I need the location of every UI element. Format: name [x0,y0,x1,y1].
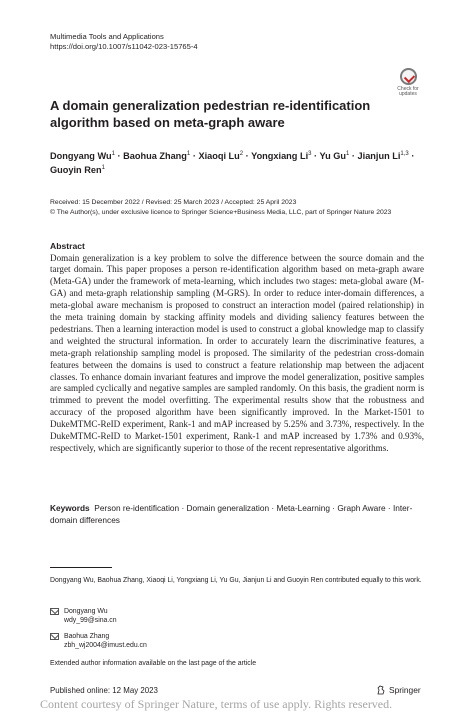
footnote-divider [50,567,112,568]
keywords-section [50,502,424,526]
contact-author [50,632,147,651]
contact-name: Baohua Zhang [64,633,110,640]
published-date: Published online: 12 May 2023 [50,686,158,695]
journal-name: Multimedia Tools and Applications [50,32,164,41]
author-affiliation: 1 [346,151,350,157]
keywords-label: Keywords [50,503,90,513]
check-for-updates-badge[interactable] [392,68,424,100]
author-affiliation: 1 [111,151,115,157]
extended-info-note: Extended author information available on the last page of the article [50,660,257,667]
contact-name: Dongyang Wu [64,608,108,615]
author-affiliation: 1 [186,151,191,157]
contact-author [50,607,117,626]
author-affiliation: 1 [101,165,105,172]
abstract-heading: Abstract [50,241,85,251]
author-name[interactable]: Baohua Zhang [123,151,187,161]
contact-email[interactable]: wdy_99@sina.cn [64,617,117,625]
abstract-text: Domain generalization is a key problem to solve the difference between the source domain and the target domain. This paper proposes a person re-identification algorithm based on meta-graph aware (Meta-GA) under the framework of meta-learning, which includes two stages: meta-global aware (M-GA) and meta-graph relationship sampling (M-GRS). In order to reduce inter-domain differences, a meta-global aware mechanism is proposed to construct an interaction model (paired relationship) in the meta training domain by stacking affinity models and dividing saliency features between the pedestrians. Then a learning interaction model is used to construct a global knowledge map to classify and weighted the structural information. In order to accurately learn the discriminative features, a meta-graph relationship sampling model is proposed. The similarity of the pedestrian cross-domain features between the domains is used to construct a feature relationship map between the adjacent classes. To enhance domain invariant features and improve the model generalization, positive samples are sampled cyclically and negative samples are sampled randomly. On this basis, the gradient norm is trimmed to prevent the model overfitting. The experimental results show that the robustness and accuracy of the proposed algorithm have been significantly improved. In the Market-1501 to DukeMTMC-ReID experiment, Rank-1 and mAP increased by 5.25% and 3.73%, respectively. In the DukeMTMC-ReID to Market-1501 experiment, Rank-1 and mAP increased by 1.73% and 0.93%, respectively, which are significantly superior to those of the recent representative algorithms. [50,252,424,453]
author-name[interactable]: Xiaoqi Lu [198,151,240,161]
author-affiliation: 2 [239,151,244,157]
envelope-icon [50,608,59,615]
author-affiliation: 1,3 [400,151,409,157]
author-affiliation: 3 [308,151,312,157]
journal-header [50,32,198,52]
check-updates-icon [400,68,417,85]
check-updates-label: Check for updates [397,86,419,98]
contact-email[interactable]: zbh_wj2004@imust.edu.cn [64,642,147,650]
dates-line: Received: 15 December 2022 / Revised: 25 March 2023 / Accepted: 25 April 2023 [50,199,297,206]
author-name[interactable]: Yongxiang Li [251,151,309,161]
copyright-line: © The Author(s), under exclusive licence to Springer Science+Business Media, LLC, part of Springer Nature 2023 [50,208,392,216]
author-name[interactable]: Yu Gu [319,151,347,161]
article-title: A domain generalization pedestrian re-identification algorithm based on meta-graph aware [50,98,371,130]
author-name[interactable]: Jianjun Li [357,151,401,161]
equal-contribution-note: Dongyang Wu, Baohua Zhang, Xiaoqi Li, Yongxiang Li, Yu Gu, Jianjun Li and Guoyin Ren contributed equally to this work. [50,577,422,584]
envelope-icon [50,633,59,640]
publisher-name: Springer [389,685,421,695]
keywords-list: Person re-identification · Domain generalization · Meta-Learning · Graph Aware · Inter-domain differences [50,503,413,525]
author-list: Dongyang $Wu^1$ · Baohua Zhang$^1$ · Xiaoqi $Lu^2$ · Yongxiang $Li^3 \cdot Yu$ $Gu^1$ · Jianjun Li$^{1,3}$ · Guoyin Ren$^1$ [50,151,415,176]
author-name[interactable]: Guoyin Ren [50,165,102,176]
author-name[interactable]: Dongyang Wu [50,151,112,161]
courtesy-watermark: Content courtesy of Springer Nature, terms of use apply. Rights reserved. [40,697,393,711]
article-history [50,198,430,217]
publisher-logo [376,685,421,695]
doi-link[interactable]: https://doi.org/10.1007/s11042-023-15765-4 [50,42,198,51]
springer-horse-icon [376,685,386,695]
